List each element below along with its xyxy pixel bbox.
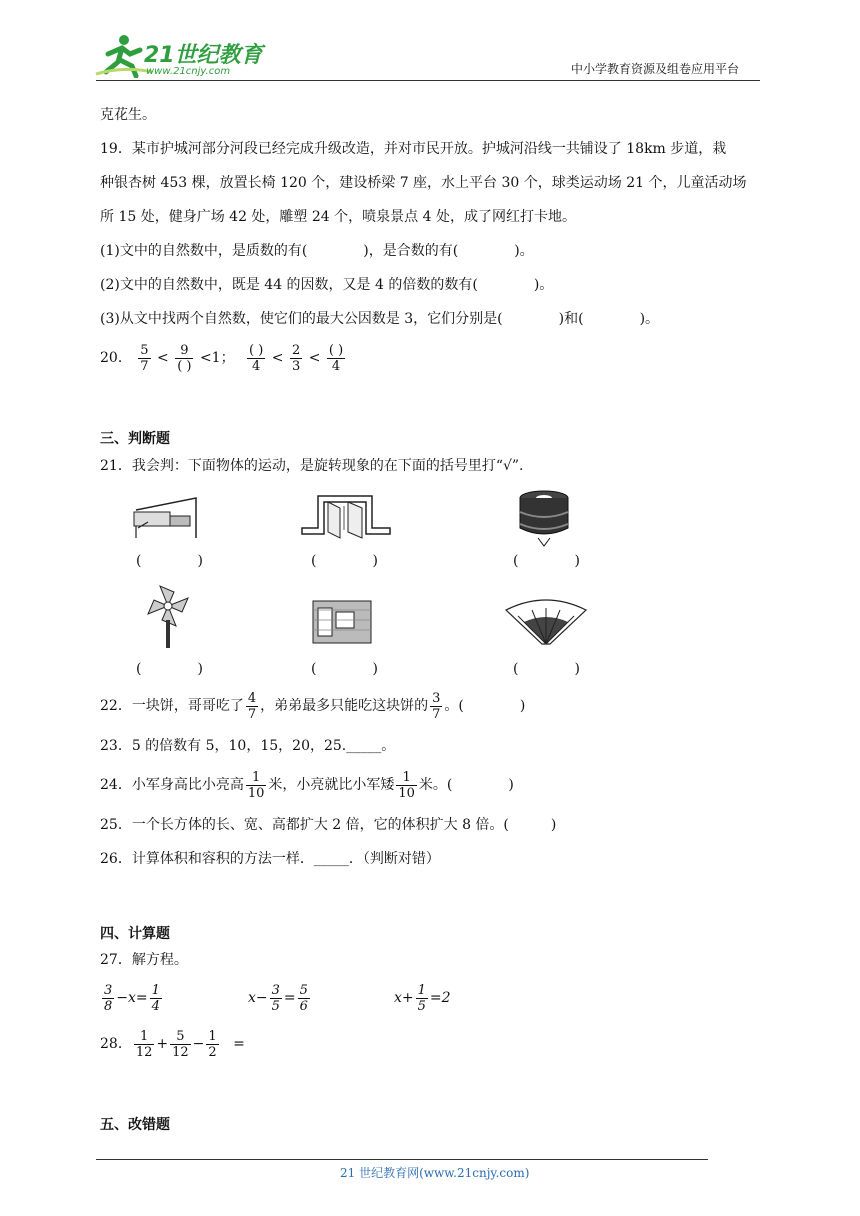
q19-line2: 种银杏树 453 棵，放置长椅 120 个，建设桥梁 7 座，水上平台 30 个，球类运动场 21 个，儿童活动场 [100,175,747,191]
q19-part3: (3)从文中找两个自然数，使它们的最大公因数是 3，它们分别是( )和( )。 [100,311,660,327]
footer-text: 21 世纪教育网(www.21cnjy.com) [340,1166,530,1180]
logo-text: 21世纪教育 [144,43,263,68]
header-logo [94,32,264,80]
pinwheel-icon [140,584,196,650]
fan-icon [504,596,588,648]
q20-frac-3: $\frac{( )}{4}$ [249,342,264,374]
header-right: 中小学教育资源及组卷应用平台 [571,62,740,76]
q19-line1: 19．某市护城河部分河段已经完成升级改造，并对市民开放。护城河沿线一共铺设了 18km 步道，栽 [100,141,727,157]
q20: 20． $\frac{5}{7}$ < $\frac{9}{( )}$ <1； $\frac{( )}{4}$ < $\frac{2}{3}$ < $\frac{( )}{4}$ [100,342,344,374]
q21-answer-4[interactable]: ( ) [136,661,203,677]
q25: 25．一个长方体的长、宽、高都扩大 2 倍，它的体积扩大 8 倍。( ) [100,817,557,833]
section-5-title: 五、改错题 [100,1117,170,1133]
section-3-title: 三、判断题 [100,431,170,447]
q21-answer-2[interactable]: ( ) [311,553,378,569]
equation-1: $\frac{3}{8}$ −x= $\frac{1}{4}$ [104,982,160,1014]
drawer-icon [128,492,198,544]
section-4-title: 四、计算题 [100,926,170,942]
logo-url: www.21cnjy.com [146,66,231,77]
q22: 22．一块饼，哥哥吃了 $\frac{4}{7}$ ，弟弟最多只能吃这块饼的 $\frac{3}{7}$ 。( ) [100,690,526,722]
q21-answer-1[interactable]: ( ) [136,553,203,569]
q19-line3: 所 15 处，健身广场 42 处，雕塑 24 个，喷泉景点 4 处，成了网红打卡地。 [100,209,576,225]
q23: 23．5 的倍数有 5，10，15，20，25._____。 [100,738,396,754]
q20-frac-1: $\frac{5}{7}$ [140,342,149,374]
q20-number: 20． [100,350,132,366]
equation-2: x− $\frac{3}{5}$ = $\frac{5}{6}$ [248,982,308,1014]
q19-part2: (2)文中的自然数中，既是 44 的因数，又是 4 的倍数的数有( )。 [100,277,554,293]
door-icon [300,492,392,544]
q19-part1: (1)文中的自然数中，是质数的有( )，是合数的有( )。 [100,243,534,259]
q21-answer-3[interactable]: ( ) [513,553,580,569]
q22-frac-2: $\frac{3}{7}$ [432,690,441,722]
equation-3: x+ $\frac{1}{5}$ =2 [394,982,451,1014]
q22-frac-1: $\frac{4}{7}$ [247,690,257,722]
q20-frac-5: $\frac{( )}{4}$ [328,342,344,374]
window-icon [312,600,372,644]
tires-icon [514,488,574,548]
line-continuation: 克花生。 [100,107,156,123]
q21-answer-5[interactable]: ( ) [311,661,378,677]
q21: 21．我会判：下面物体的运动，是旋转现象的在下面的括号里打“√”. [100,458,524,474]
q24-frac-2: $\frac{1}{10}$ [398,769,415,801]
header-rule [96,80,760,81]
q24-frac-1: $\frac{1}{10}$ [247,769,265,801]
q21-answer-6[interactable]: ( ) [513,661,580,677]
footer-rule [96,1159,708,1160]
q20-frac-2: $\frac{9}{( )}$ [177,342,192,374]
q20-frac-4: $\frac{2}{3}$ [291,342,301,374]
q24: 24．小军身高比小亮高 $\frac{1}{10}$ 米，小亮就比小军矮 $\frac{1}{10}$ 米。( ) [100,769,514,801]
q26: 26．计算体积和容积的方法一样．_____．（判断对错） [100,851,440,867]
q27: 27．解方程。 [100,952,188,968]
q28: 28． $\frac{1}{12}$ + $\frac{5}{12}$ − $\frac{1}{2}$ = [100,1028,245,1060]
